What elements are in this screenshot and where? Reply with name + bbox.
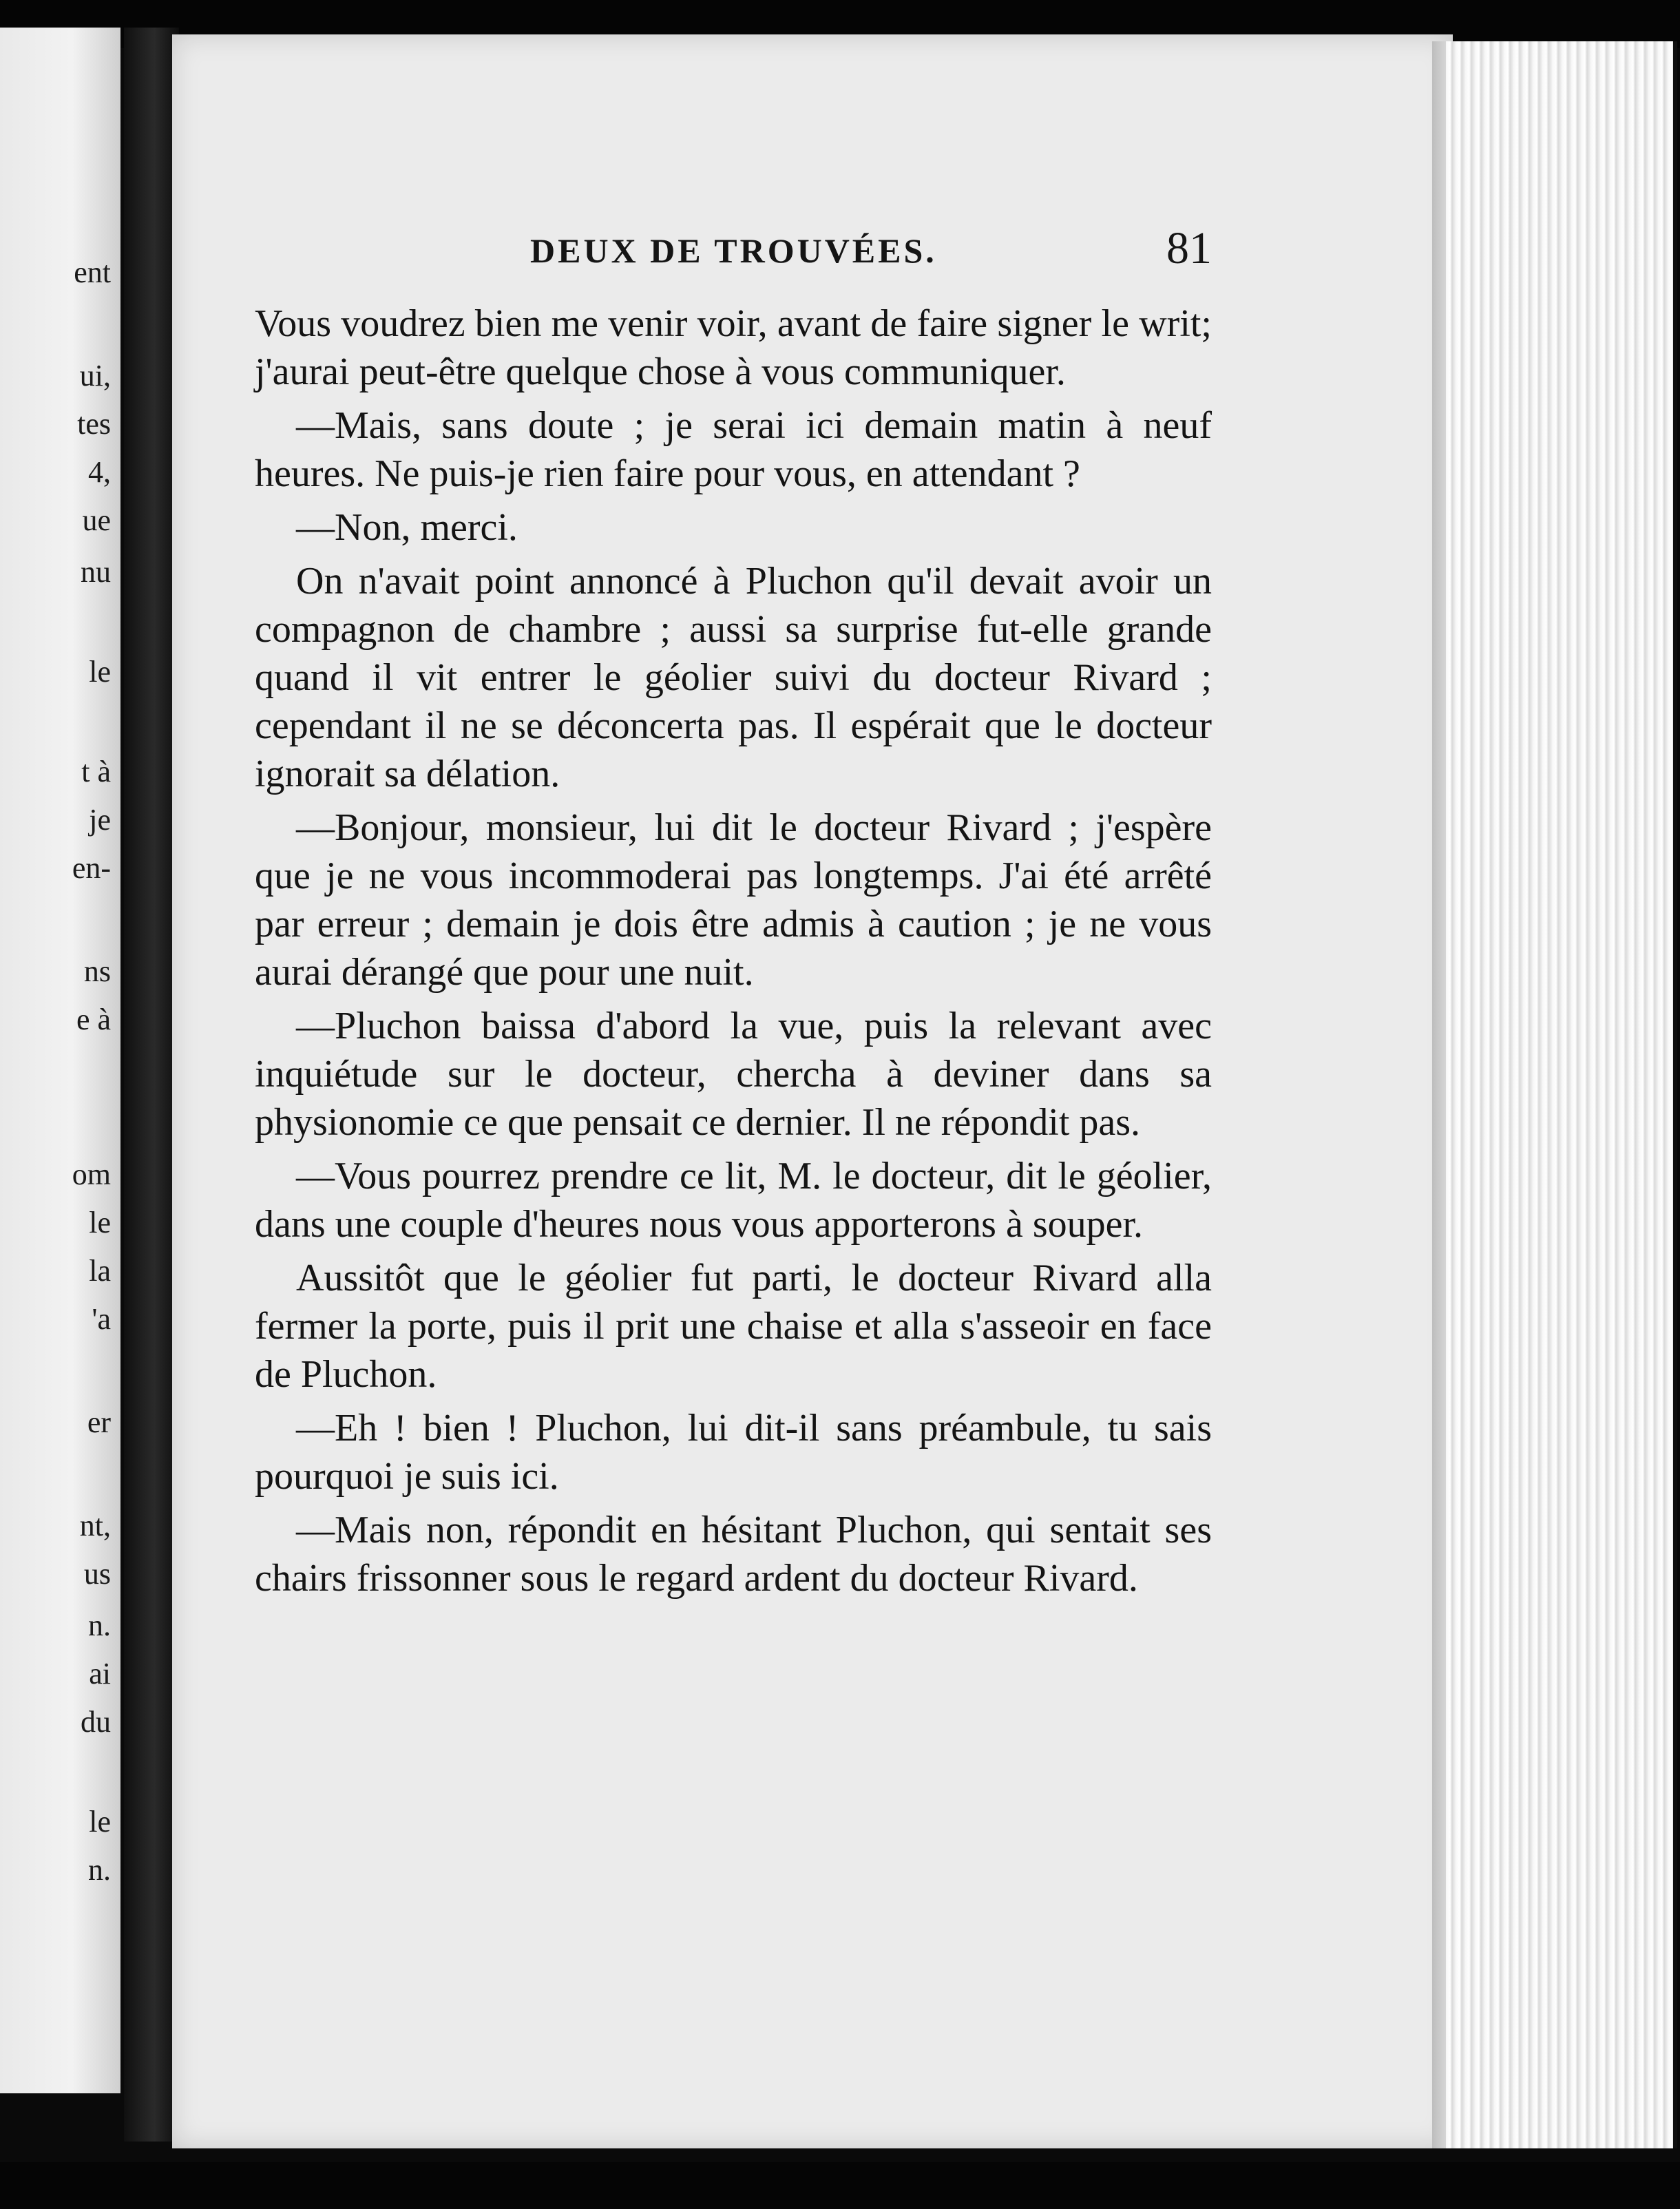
- paragraph: —Mais, sans doute ; je serai ici demain matin à neuf heures. Ne puis-je rien faire pour vous, en attendant ?: [255, 404, 1212, 495]
- page-header: [530, 223, 1212, 293]
- left-fragment: je: [89, 803, 111, 837]
- left-fragment: le: [89, 1206, 111, 1239]
- left-fragment: ue: [82, 503, 111, 537]
- paragraph: —Pluchon baissa d'abord la vue, puis la relevant avec inquiétude sur le docteur, chercha à deviner dans sa physionomie ce que pensait ce dernier. Il ne répondit pas.: [255, 1005, 1212, 1144]
- left-fragment: ns: [83, 954, 111, 988]
- left-fragment: du: [81, 1705, 111, 1739]
- left-fragment: nu: [81, 555, 111, 589]
- paragraph: —Bonjour, monsieur, lui dit le docteur Rivard ; j'espère que je ne vous incommoderai pas longtemps. J'ai été arrêté par erreur ; demain je dois être admis à caution ; je ne vous aurai dérangé que pour une nuit.: [255, 806, 1212, 994]
- book-spine-gutter: [124, 28, 179, 2142]
- left-fragment: ai: [89, 1657, 111, 1690]
- left-fragment: le: [89, 655, 111, 689]
- paragraph: —Non, merci.: [296, 506, 518, 549]
- paragraph: On n'avait point annoncé à Pluchon qu'il devait avoir un compagnon de chambre ; aussi sa surprise fut-elle grande quand il vit entrer le géolier suivi du docteur Rivard ; cependant il ne se déconcerta pas. Il espérait que le docteur ignorait sa délation.: [255, 560, 1212, 795]
- paragraph: Aussitôt que le géolier fut parti, le docteur Rivard alla fermer la porte, puis il prit une chaise et alla s'asseoir en face de Pluchon.: [255, 1257, 1212, 1396]
- paragraph: —Vous pourrez prendre ce lit, M. le docteur, dit le géolier, dans une couple d'heures nous vous apporterons à souper.: [255, 1155, 1212, 1246]
- left-fragment: ui,: [79, 359, 111, 392]
- left-fragment: en-: [72, 851, 111, 885]
- left-fragment: om: [72, 1158, 111, 1191]
- left-fragment: t à: [81, 755, 111, 788]
- paragraph: —Mais non, répondit en hésitant Pluchon, qui sentait ses chairs frissonner sous le regard ardent du docteur Rivard.: [255, 1509, 1212, 1600]
- left-fragment: tes: [77, 407, 111, 441]
- left-fragment: 4,: [88, 455, 111, 489]
- left-fragment: ent: [74, 255, 111, 289]
- paragraph: Vous voudrez bien me venir voir, avant de faire signer le writ; j'aurai peut-être quelque chose à vous communiquer.: [255, 302, 1212, 393]
- left-fragment: le: [89, 1805, 111, 1839]
- left-page: [0, 28, 120, 2093]
- left-fragment: 'a: [92, 1302, 111, 1336]
- left-fragment: us: [83, 1557, 111, 1591]
- body-text: [255, 300, 1212, 1608]
- left-fragment: e à: [76, 1003, 111, 1036]
- paragraph: —Eh ! bien ! Pluchon, lui dit-il sans préambule, tu sais pourquoi je suis ici.: [255, 1407, 1212, 1498]
- page-block-edges: [1446, 41, 1677, 2148]
- left-fragment: nt,: [79, 1509, 111, 1542]
- left-fragment: n.: [88, 1609, 111, 1642]
- left-fragment: n.: [88, 1853, 111, 1887]
- scan-border-bottom: [0, 2162, 1680, 2209]
- running-head: DEUX DE TROUVÉES.: [530, 231, 937, 270]
- left-fragment: er: [87, 1405, 111, 1439]
- page-number: 81: [1166, 223, 1212, 273]
- left-fragment: la: [89, 1254, 111, 1288]
